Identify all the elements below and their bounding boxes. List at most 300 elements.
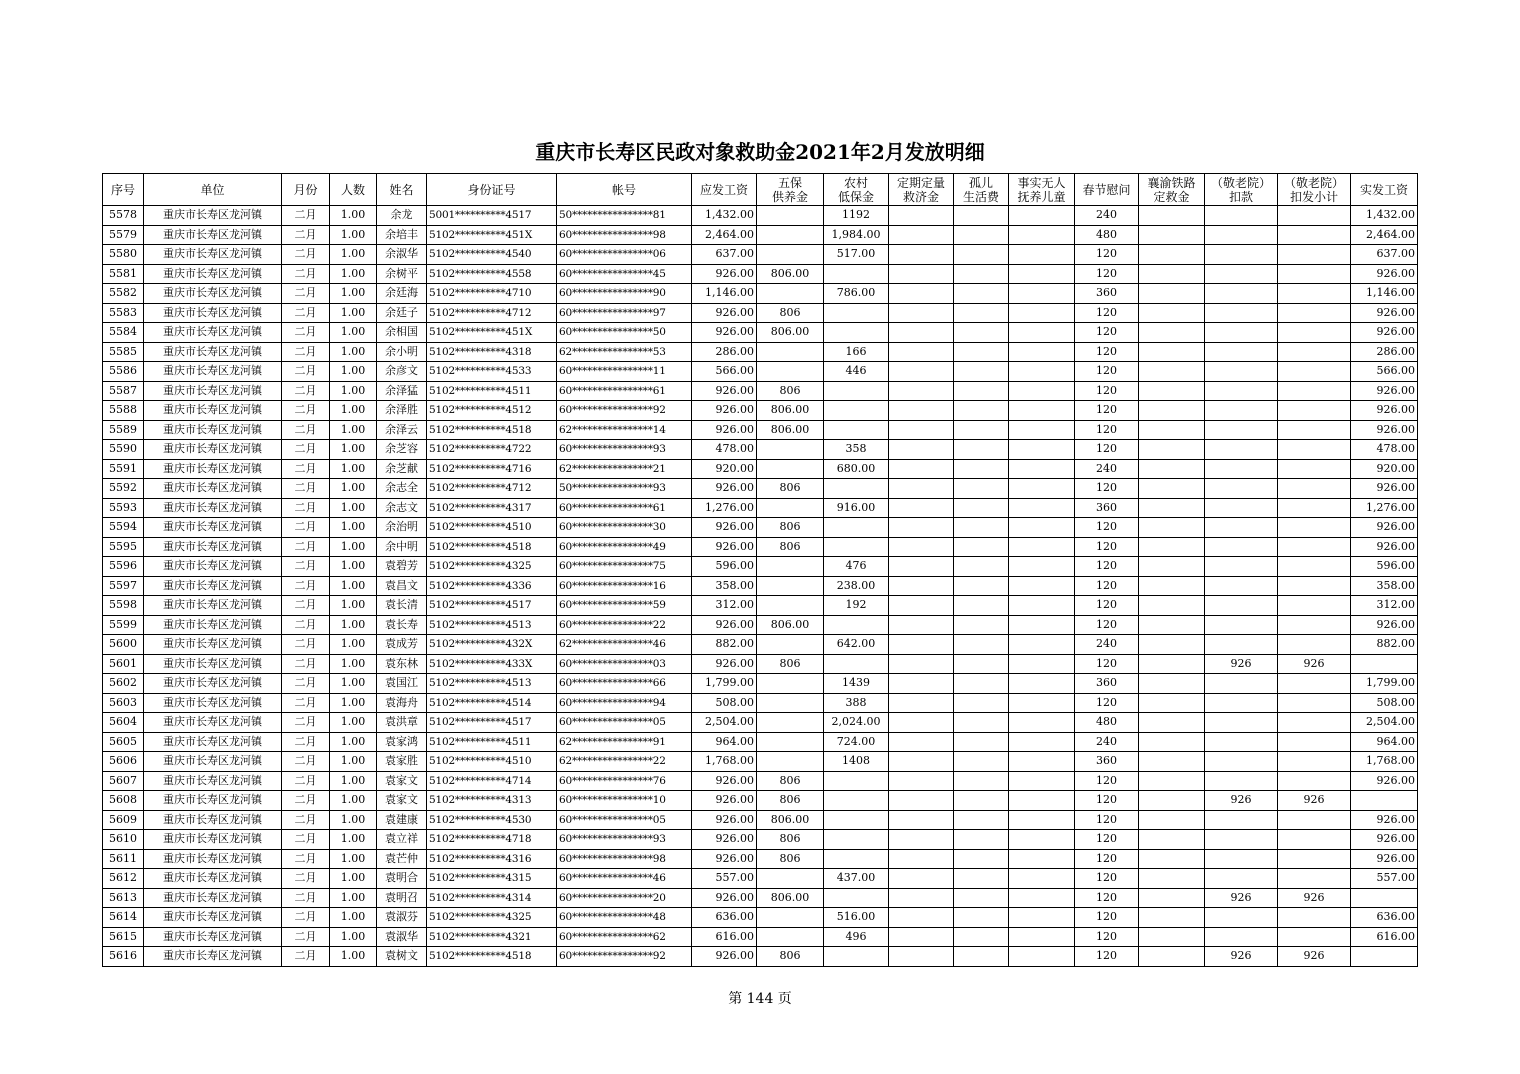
cell-payable: 926.00 (692, 479, 757, 499)
cell-child-care (1009, 830, 1075, 850)
cell-payable: 926.00 (692, 615, 757, 635)
cell-orphan (954, 674, 1009, 694)
cell-nursing-subtotal (1278, 323, 1351, 343)
cell-dibao: 516.00 (824, 908, 889, 928)
cell-spring-festival: 120 (1075, 401, 1139, 421)
cell-count: 1.00 (330, 713, 377, 733)
cell-id-number: 5102**********4716 (427, 459, 557, 479)
cell-account: 60****************98 (557, 225, 692, 245)
cell-unit: 重庆市长寿区龙河镇 (144, 888, 282, 908)
cell-count: 1.00 (330, 947, 377, 967)
cell-nursing-subtotal (1278, 849, 1351, 869)
cell-unit: 重庆市长寿区龙河镇 (144, 576, 282, 596)
cell-dibao (824, 518, 889, 538)
cell-name: 余培丰 (377, 225, 427, 245)
table-row (103, 381, 1418, 401)
cell-id-number: 5102**********4558 (427, 264, 557, 284)
cell-unit: 重庆市长寿区龙河镇 (144, 303, 282, 323)
cell-id-number: 5102**********4533 (427, 362, 557, 382)
column-header-child-care: 事实无人 抚养儿童 (1009, 174, 1075, 206)
cell-account: 60****************06 (557, 245, 692, 265)
cell-unit: 重庆市长寿区龙河镇 (144, 440, 282, 460)
cell-nursing-deduct (1205, 264, 1278, 284)
cell-name: 余小明 (377, 342, 427, 362)
column-header-count: 人数 (330, 174, 377, 206)
table-row (103, 440, 1418, 460)
cell-nursing-deduct (1205, 225, 1278, 245)
cell-actual-pay: 920.00 (1351, 459, 1418, 479)
cell-spring-festival: 120 (1075, 791, 1139, 811)
cell-actual-pay: 926.00 (1351, 479, 1418, 499)
cell-spring-festival: 120 (1075, 518, 1139, 538)
cell-actual-pay: 557.00 (1351, 869, 1418, 889)
cell-actual-pay: 964.00 (1351, 732, 1418, 752)
cell-nursing-subtotal (1278, 596, 1351, 616)
cell-id-number: 5102**********4710 (427, 284, 557, 304)
cell-seq: 5600 (103, 635, 144, 655)
cell-count: 1.00 (330, 752, 377, 772)
cell-name: 余志文 (377, 498, 427, 518)
column-header-account: 帐号 (557, 174, 692, 206)
cell-actual-pay: 926.00 (1351, 303, 1418, 323)
cell-orphan (954, 381, 1009, 401)
cell-nursing-subtotal (1278, 693, 1351, 713)
cell-seq: 5609 (103, 810, 144, 830)
cell-orphan (954, 830, 1009, 850)
cell-orphan (954, 732, 1009, 752)
cell-name: 袁树文 (377, 947, 427, 967)
cell-dingqi (889, 830, 954, 850)
cell-name: 袁淑芬 (377, 908, 427, 928)
cell-unit: 重庆市长寿区龙河镇 (144, 420, 282, 440)
cell-dingqi (889, 459, 954, 479)
cell-spring-festival: 120 (1075, 908, 1139, 928)
cell-account: 60****************92 (557, 947, 692, 967)
cell-month: 二月 (282, 908, 330, 928)
cell-id-number: 5102**********4517 (427, 596, 557, 616)
cell-unit: 重庆市长寿区龙河镇 (144, 869, 282, 889)
table-row (103, 537, 1418, 557)
cell-month: 二月 (282, 362, 330, 382)
cell-month: 二月 (282, 947, 330, 967)
cell-wubao (757, 362, 824, 382)
cell-xiangyu (1139, 479, 1205, 499)
cell-count: 1.00 (330, 206, 377, 226)
cell-account: 60****************11 (557, 362, 692, 382)
cell-wubao (757, 732, 824, 752)
cell-seq: 5596 (103, 557, 144, 577)
cell-nursing-deduct (1205, 849, 1278, 869)
cell-seq: 5606 (103, 752, 144, 772)
cell-id-number: 5102**********4325 (427, 908, 557, 928)
cell-seq: 5594 (103, 518, 144, 538)
cell-account: 60****************62 (557, 927, 692, 947)
cell-actual-pay: 312.00 (1351, 596, 1418, 616)
cell-id-number: 5102**********4511 (427, 732, 557, 752)
cell-xiangyu (1139, 498, 1205, 518)
cell-month: 二月 (282, 225, 330, 245)
cell-id-number: 5102**********451X (427, 323, 557, 343)
cell-month: 二月 (282, 264, 330, 284)
cell-nursing-deduct: 926 (1205, 947, 1278, 967)
cell-orphan (954, 635, 1009, 655)
cell-nursing-subtotal (1278, 284, 1351, 304)
cell-nursing-subtotal (1278, 771, 1351, 791)
cell-name: 袁明召 (377, 888, 427, 908)
cell-xiangyu (1139, 206, 1205, 226)
cell-nursing-subtotal (1278, 752, 1351, 772)
cell-payable: 1,799.00 (692, 674, 757, 694)
cell-id-number: 5102**********451X (427, 225, 557, 245)
cell-xiangyu (1139, 440, 1205, 460)
cell-payable: 926.00 (692, 810, 757, 830)
cell-wubao: 806 (757, 479, 824, 499)
table-row (103, 771, 1418, 791)
cell-payable: 557.00 (692, 869, 757, 889)
cell-month: 二月 (282, 869, 330, 889)
cell-account: 60****************10 (557, 791, 692, 811)
table-row (103, 420, 1418, 440)
cell-count: 1.00 (330, 869, 377, 889)
cell-month: 二月 (282, 752, 330, 772)
cell-name: 余治明 (377, 518, 427, 538)
cell-name: 袁洪章 (377, 713, 427, 733)
cell-seq: 5591 (103, 459, 144, 479)
cell-dibao (824, 654, 889, 674)
cell-wubao (757, 557, 824, 577)
cell-child-care (1009, 381, 1075, 401)
cell-count: 1.00 (330, 771, 377, 791)
cell-month: 二月 (282, 401, 330, 421)
cell-wubao: 806 (757, 537, 824, 557)
cell-actual-pay: 1,276.00 (1351, 498, 1418, 518)
table-body (103, 206, 1418, 967)
cell-xiangyu (1139, 245, 1205, 265)
cell-dibao: 388 (824, 693, 889, 713)
cell-child-care (1009, 440, 1075, 460)
cell-unit: 重庆市长寿区龙河镇 (144, 245, 282, 265)
cell-orphan (954, 498, 1009, 518)
cell-child-care (1009, 713, 1075, 733)
cell-dingqi (889, 908, 954, 928)
cell-actual-pay: 2,464.00 (1351, 225, 1418, 245)
cell-seq: 5615 (103, 927, 144, 947)
cell-account: 60****************66 (557, 674, 692, 694)
cell-seq: 5614 (103, 908, 144, 928)
cell-seq: 5604 (103, 713, 144, 733)
cell-actual-pay: 1,799.00 (1351, 674, 1418, 694)
cell-month: 二月 (282, 791, 330, 811)
cell-nursing-deduct (1205, 362, 1278, 382)
cell-wubao (757, 498, 824, 518)
cell-id-number: 5102**********4712 (427, 303, 557, 323)
cell-spring-festival: 240 (1075, 206, 1139, 226)
cell-actual-pay: 926.00 (1351, 849, 1418, 869)
cell-nursing-deduct (1205, 284, 1278, 304)
cell-nursing-subtotal (1278, 479, 1351, 499)
cell-dibao (824, 830, 889, 850)
cell-child-care (1009, 264, 1075, 284)
cell-nursing-subtotal (1278, 927, 1351, 947)
cell-nursing-subtotal: 926 (1278, 654, 1351, 674)
cell-xiangyu (1139, 615, 1205, 635)
cell-dingqi (889, 537, 954, 557)
cell-actual-pay: 616.00 (1351, 927, 1418, 947)
cell-count: 1.00 (330, 362, 377, 382)
cell-unit: 重庆市长寿区龙河镇 (144, 206, 282, 226)
cell-nursing-deduct (1205, 908, 1278, 928)
cell-payable: 636.00 (692, 908, 757, 928)
cell-name: 袁明合 (377, 869, 427, 889)
cell-dibao: 2,024.00 (824, 713, 889, 733)
cell-xiangyu (1139, 362, 1205, 382)
cell-spring-festival: 120 (1075, 869, 1139, 889)
cell-dingqi (889, 420, 954, 440)
cell-unit: 重庆市长寿区龙河镇 (144, 771, 282, 791)
cell-child-care (1009, 459, 1075, 479)
table-row (103, 576, 1418, 596)
cell-seq: 5601 (103, 654, 144, 674)
column-header-id-number: 身份证号 (427, 174, 557, 206)
cell-wubao (757, 752, 824, 772)
cell-dibao (824, 791, 889, 811)
cell-nursing-subtotal: 926 (1278, 888, 1351, 908)
cell-dibao: 496 (824, 927, 889, 947)
table-row (103, 518, 1418, 538)
cell-month: 二月 (282, 596, 330, 616)
cell-orphan (954, 654, 1009, 674)
cell-spring-festival: 120 (1075, 420, 1139, 440)
cell-seq: 5610 (103, 830, 144, 850)
cell-count: 1.00 (330, 420, 377, 440)
cell-id-number: 5102**********4718 (427, 830, 557, 850)
cell-xiangyu (1139, 849, 1205, 869)
cell-dibao: 1439 (824, 674, 889, 694)
cell-name: 余志全 (377, 479, 427, 499)
cell-account: 60****************03 (557, 654, 692, 674)
cell-dibao: 517.00 (824, 245, 889, 265)
cell-seq: 5589 (103, 420, 144, 440)
cell-unit: 重庆市长寿区龙河镇 (144, 927, 282, 947)
cell-actual-pay: 926.00 (1351, 537, 1418, 557)
cell-spring-festival: 120 (1075, 927, 1139, 947)
cell-nursing-deduct (1205, 732, 1278, 752)
cell-month: 二月 (282, 576, 330, 596)
cell-id-number: 5102**********4514 (427, 693, 557, 713)
cell-name: 袁东林 (377, 654, 427, 674)
cell-count: 1.00 (330, 245, 377, 265)
cell-dingqi (889, 927, 954, 947)
cell-account: 60****************98 (557, 849, 692, 869)
cell-count: 1.00 (330, 401, 377, 421)
cell-name: 余树平 (377, 264, 427, 284)
cell-spring-festival: 120 (1075, 888, 1139, 908)
cell-child-care (1009, 284, 1075, 304)
cell-spring-festival: 120 (1075, 615, 1139, 635)
cell-nursing-subtotal (1278, 420, 1351, 440)
column-header-unit: 单位 (144, 174, 282, 206)
cell-xiangyu (1139, 342, 1205, 362)
cell-seq: 5584 (103, 323, 144, 343)
cell-dibao (824, 401, 889, 421)
cell-month: 二月 (282, 888, 330, 908)
cell-dibao (824, 615, 889, 635)
cell-child-care (1009, 401, 1075, 421)
cell-payable: 508.00 (692, 693, 757, 713)
cell-xiangyu (1139, 303, 1205, 323)
cell-xiangyu (1139, 635, 1205, 655)
cell-dibao: 1192 (824, 206, 889, 226)
cell-orphan (954, 459, 1009, 479)
cell-dibao: 1408 (824, 752, 889, 772)
cell-payable: 2,464.00 (692, 225, 757, 245)
cell-wubao (757, 927, 824, 947)
cell-count: 1.00 (330, 381, 377, 401)
cell-orphan (954, 947, 1009, 967)
cell-count: 1.00 (330, 927, 377, 947)
cell-spring-festival: 120 (1075, 693, 1139, 713)
cell-dibao (824, 264, 889, 284)
cell-xiangyu (1139, 459, 1205, 479)
cell-count: 1.00 (330, 732, 377, 752)
cell-name: 袁长寿 (377, 615, 427, 635)
cell-dibao (824, 537, 889, 557)
table-header-row (103, 174, 1418, 206)
table-row (103, 654, 1418, 674)
cell-dibao (824, 849, 889, 869)
cell-payable: 286.00 (692, 342, 757, 362)
cell-count: 1.00 (330, 849, 377, 869)
cell-orphan (954, 771, 1009, 791)
cell-seq: 5595 (103, 537, 144, 557)
column-header-actual-pay: 实发工资 (1351, 174, 1418, 206)
cell-seq: 5598 (103, 596, 144, 616)
cell-count: 1.00 (330, 635, 377, 655)
cell-month: 二月 (282, 284, 330, 304)
cell-dingqi (889, 264, 954, 284)
cell-dingqi (889, 206, 954, 226)
cell-unit: 重庆市长寿区龙河镇 (144, 557, 282, 577)
cell-seq: 5597 (103, 576, 144, 596)
table-row (103, 206, 1418, 226)
cell-account: 60****************30 (557, 518, 692, 538)
cell-child-care (1009, 323, 1075, 343)
cell-dingqi (889, 693, 954, 713)
cell-month: 二月 (282, 381, 330, 401)
cell-wubao (757, 674, 824, 694)
cell-payable: 1,768.00 (692, 752, 757, 772)
cell-wubao (757, 596, 824, 616)
cell-id-number: 5102**********4714 (427, 771, 557, 791)
column-header-dibao: 农村 低保金 (824, 174, 889, 206)
cell-id-number: 5102**********4325 (427, 557, 557, 577)
cell-dingqi (889, 323, 954, 343)
cell-unit: 重庆市长寿区龙河镇 (144, 693, 282, 713)
cell-seq: 5588 (103, 401, 144, 421)
cell-actual-pay: 926.00 (1351, 830, 1418, 850)
cell-spring-festival: 240 (1075, 732, 1139, 752)
cell-payable: 926.00 (692, 830, 757, 850)
cell-dingqi (889, 498, 954, 518)
cell-account: 60****************20 (557, 888, 692, 908)
cell-nursing-subtotal (1278, 498, 1351, 518)
cell-dingqi (889, 615, 954, 635)
cell-actual-pay: 2,504.00 (1351, 713, 1418, 733)
cell-orphan (954, 206, 1009, 226)
table-row (103, 362, 1418, 382)
cell-payable: 926.00 (692, 947, 757, 967)
cell-count: 1.00 (330, 674, 377, 694)
cell-account: 62****************22 (557, 752, 692, 772)
cell-wubao: 806 (757, 849, 824, 869)
cell-dibao: 238.00 (824, 576, 889, 596)
cell-nursing-deduct (1205, 615, 1278, 635)
cell-orphan (954, 849, 1009, 869)
cell-payable: 312.00 (692, 596, 757, 616)
cell-xiangyu (1139, 420, 1205, 440)
cell-xiangyu (1139, 323, 1205, 343)
cell-actual-pay (1351, 791, 1418, 811)
cell-wubao: 806.00 (757, 264, 824, 284)
cell-wubao: 806.00 (757, 888, 824, 908)
cell-count: 1.00 (330, 225, 377, 245)
cell-xiangyu (1139, 401, 1205, 421)
cell-month: 二月 (282, 440, 330, 460)
cell-xiangyu (1139, 732, 1205, 752)
table-row (103, 888, 1418, 908)
cell-count: 1.00 (330, 908, 377, 928)
cell-orphan (954, 303, 1009, 323)
cell-dibao: 476 (824, 557, 889, 577)
cell-month: 二月 (282, 459, 330, 479)
relief-detail-table (102, 173, 1418, 967)
cell-dingqi (889, 732, 954, 752)
cell-orphan (954, 791, 1009, 811)
cell-nursing-deduct: 926 (1205, 888, 1278, 908)
cell-name: 袁长清 (377, 596, 427, 616)
cell-dingqi (889, 654, 954, 674)
cell-seq: 5616 (103, 947, 144, 967)
cell-nursing-subtotal (1278, 810, 1351, 830)
cell-child-care (1009, 927, 1075, 947)
cell-unit: 重庆市长寿区龙河镇 (144, 401, 282, 421)
cell-wubao (757, 908, 824, 928)
cell-count: 1.00 (330, 440, 377, 460)
cell-name: 余芝容 (377, 440, 427, 460)
cell-name: 余中明 (377, 537, 427, 557)
cell-orphan (954, 284, 1009, 304)
cell-child-care (1009, 576, 1075, 596)
cell-xiangyu (1139, 888, 1205, 908)
cell-child-care (1009, 869, 1075, 889)
cell-month: 二月 (282, 518, 330, 538)
table-row (103, 791, 1418, 811)
cell-name: 余廷子 (377, 303, 427, 323)
cell-month: 二月 (282, 323, 330, 343)
column-header-name: 姓名 (377, 174, 427, 206)
cell-count: 1.00 (330, 888, 377, 908)
cell-id-number: 5102**********4314 (427, 888, 557, 908)
cell-dibao (824, 479, 889, 499)
cell-actual-pay: 926.00 (1351, 381, 1418, 401)
cell-actual-pay: 286.00 (1351, 342, 1418, 362)
cell-dingqi (889, 518, 954, 538)
cell-actual-pay: 926.00 (1351, 810, 1418, 830)
cell-actual-pay: 508.00 (1351, 693, 1418, 713)
cell-month: 二月 (282, 810, 330, 830)
cell-nursing-deduct (1205, 713, 1278, 733)
cell-spring-festival: 120 (1075, 245, 1139, 265)
